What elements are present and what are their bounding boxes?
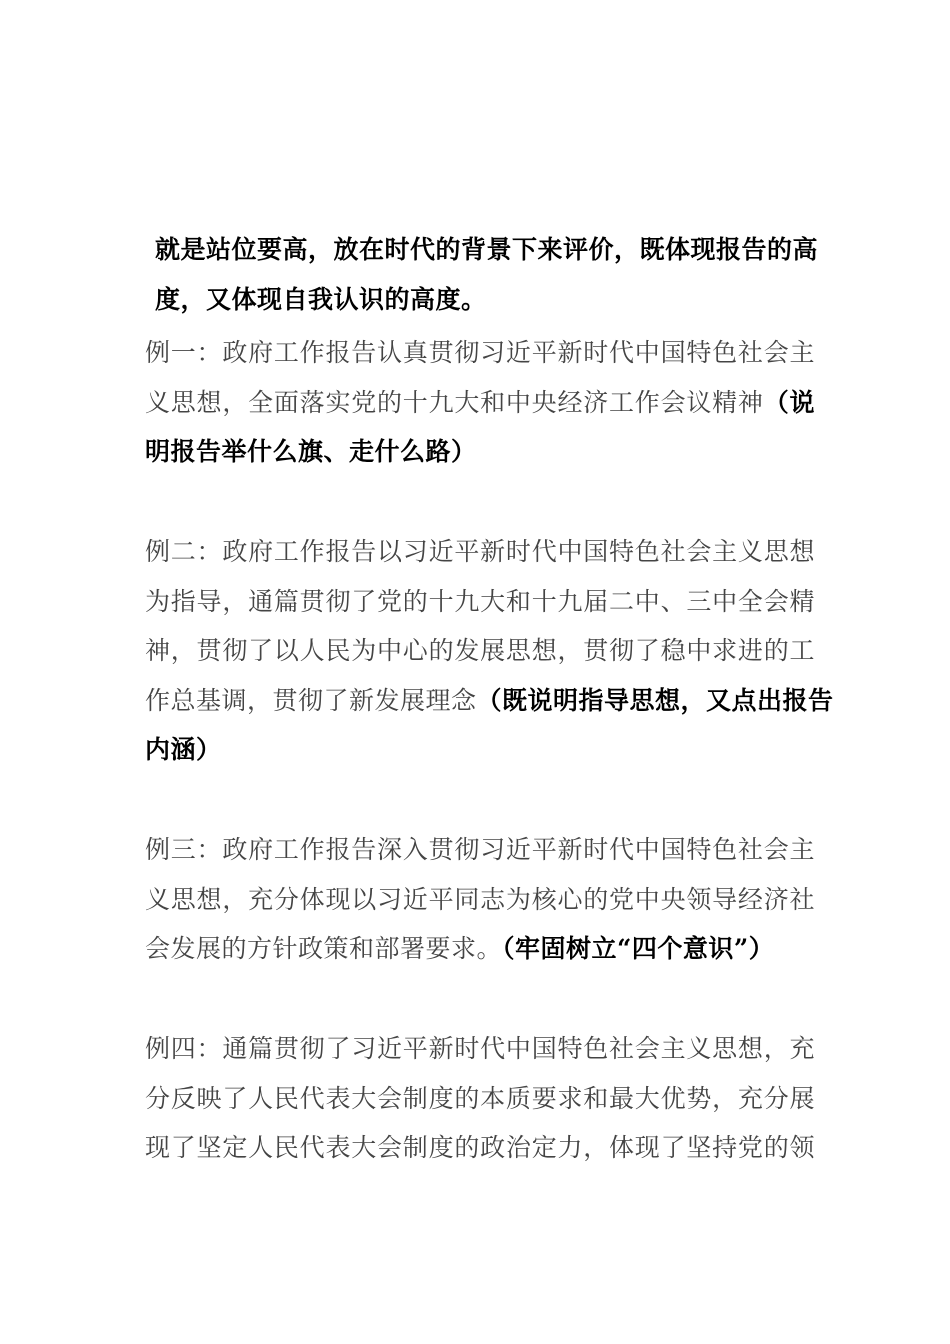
example-1-paragraph [145, 328, 815, 477]
example-2-line-2: 为指导，通篇贯彻了党的十九大和十九届二中、三中全会精 [145, 586, 815, 616]
example-1-line-3: 明报告举什么旗、走什么路） [145, 437, 477, 466]
example-2-line-4: 作总基调，贯彻了新发展理念（既说明指导思想，又点出报告 [145, 685, 834, 715]
example-3-line-2: 义思想，充分体现以习近平同志为核心的党中央领导经济社 [145, 884, 815, 914]
example-3-paragraph [145, 825, 815, 974]
example-4-paragraph [145, 1024, 815, 1173]
example-3-line-3: 会发展的方针政策和部署要求。（牢固树立“四个意识”） [145, 934, 775, 963]
intro-line-1: 就是站位要高，放在时代的背景下来评价，既体现报告的高 [155, 235, 819, 264]
example-1-line-2: 义思想，全面落实党的十九大和中央经济工作会议精神（说 [145, 387, 815, 417]
example-2-line-3: 神，贯彻了以人民为中心的发展思想，贯彻了稳中求进的工 [145, 636, 815, 665]
example-4-line-2: 分反映了人民代表大会制度的本质要求和最大优势，充分展 [145, 1083, 815, 1113]
example-2-line-5: 内涵） [145, 735, 222, 764]
example-4-line-3: 现了坚定人民代表大会制度的政治定力，体现了坚持党的领 [145, 1133, 815, 1162]
example-4-line-1: 例四：通篇贯彻了习近平新时代中国特色社会主义思想，充 [145, 1034, 815, 1063]
example-1-line-1: 例一：政府工作报告认真贯彻习近平新时代中国特色社会主 [145, 338, 815, 367]
intro-paragraph [155, 225, 819, 324]
intro-line-2: 度，又体现自我认识的高度。 [155, 284, 487, 314]
example-3-line-1: 例三：政府工作报告深入贯彻习近平新时代中国特色社会主 [145, 835, 815, 864]
example-2-line-1: 例二：政府工作报告以习近平新时代中国特色社会主义思想 [145, 537, 815, 566]
example-2-paragraph [145, 527, 834, 775]
